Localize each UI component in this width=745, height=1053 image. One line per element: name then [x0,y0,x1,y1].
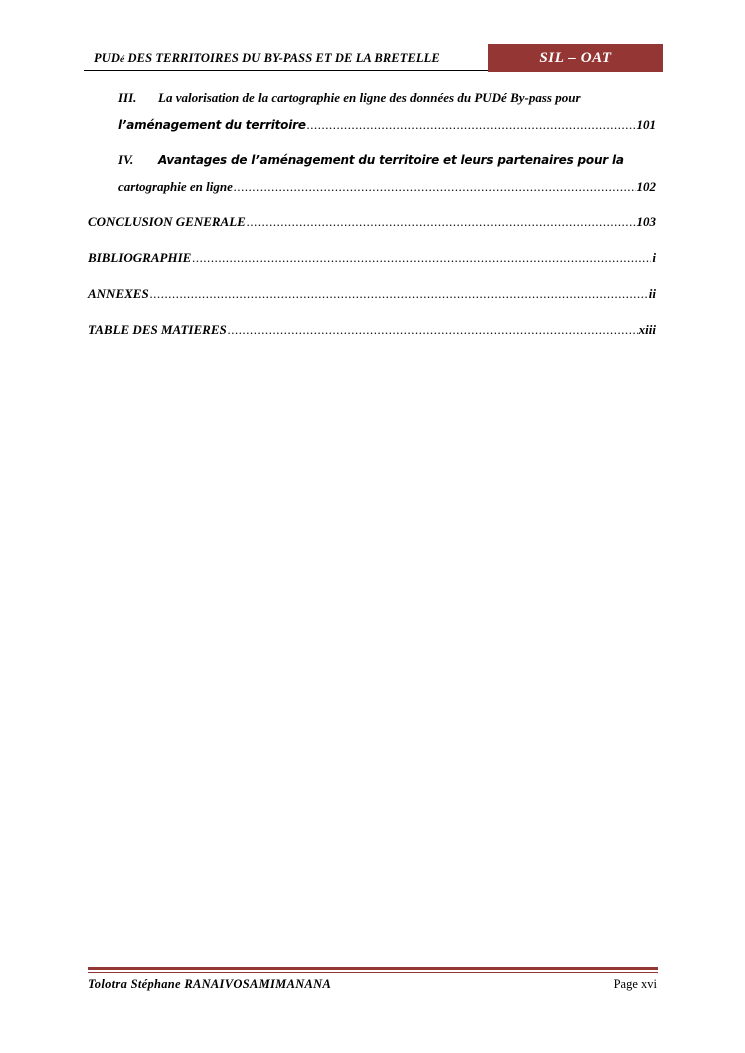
toc-entry-title: TABLE DES MATIERES [88,322,227,337]
toc-entry-number: IV. [118,152,134,167]
toc-leader-dots [150,286,648,302]
header-rule [84,70,488,71]
toc-entry-title-continued: cartographie en ligne [118,179,233,194]
toc-entry-title: CONCLUSION GENERALE [88,214,246,229]
footer-rule-thin [88,972,658,973]
toc-entry-title: Avantages de l’aménagement du territoire et leurs partenaires pour la [158,153,624,167]
header-title-rest: DES TERRITOIRES DU BY-PASS ET DE LA BRETELLE [124,51,440,65]
footer-rule-thick [88,967,658,970]
toc-page-number: xiii [638,322,656,337]
toc-page-number: 102 [636,179,656,194]
toc-entry-title: ANNEXES [88,286,149,301]
toc-entry-iii-line2[interactable] [118,117,656,133]
toc-entry-bibliographie[interactable] [88,250,656,266]
toc-entry-table-des-matieres[interactable] [88,322,656,338]
toc-page-number: 103 [636,214,656,229]
toc-leader-dots [192,250,651,266]
toc-entry-number: III. [118,90,137,105]
toc-entry-conclusion[interactable] [88,214,656,230]
toc-entry-iv-line2[interactable] [118,179,656,195]
toc-page-number: i [652,250,656,265]
toc-leader-dots [228,322,638,338]
toc-entry-iv-line1[interactable] [118,152,658,168]
toc-leader-dots [247,214,636,230]
footer-page-number: Page xvi [613,977,657,991]
toc-entry-title-continued: l’aménagement du territoire [118,118,306,132]
toc-entry-iii-line1[interactable] [118,90,658,106]
header-badge: SIL – OAT [488,44,663,72]
running-header-title [94,51,440,66]
toc-entry-annexes[interactable] [88,286,656,302]
toc-leader-dots [307,117,636,133]
toc-entry-title: La valorisation de la cartographie en ligne des données du PUDé By-pass pour [158,90,581,105]
toc-entry-title: BIBLIOGRAPHIE [88,250,192,265]
footer-author: Tolotra Stéphane RANAIVOSAMIMANANA [88,977,332,991]
toc-leader-dots [234,179,636,195]
toc-page-number: 101 [636,117,656,132]
toc-page-number: ii [648,286,656,301]
header-title-prefix: PUD [94,51,120,65]
header-title-small: é [120,55,125,65]
